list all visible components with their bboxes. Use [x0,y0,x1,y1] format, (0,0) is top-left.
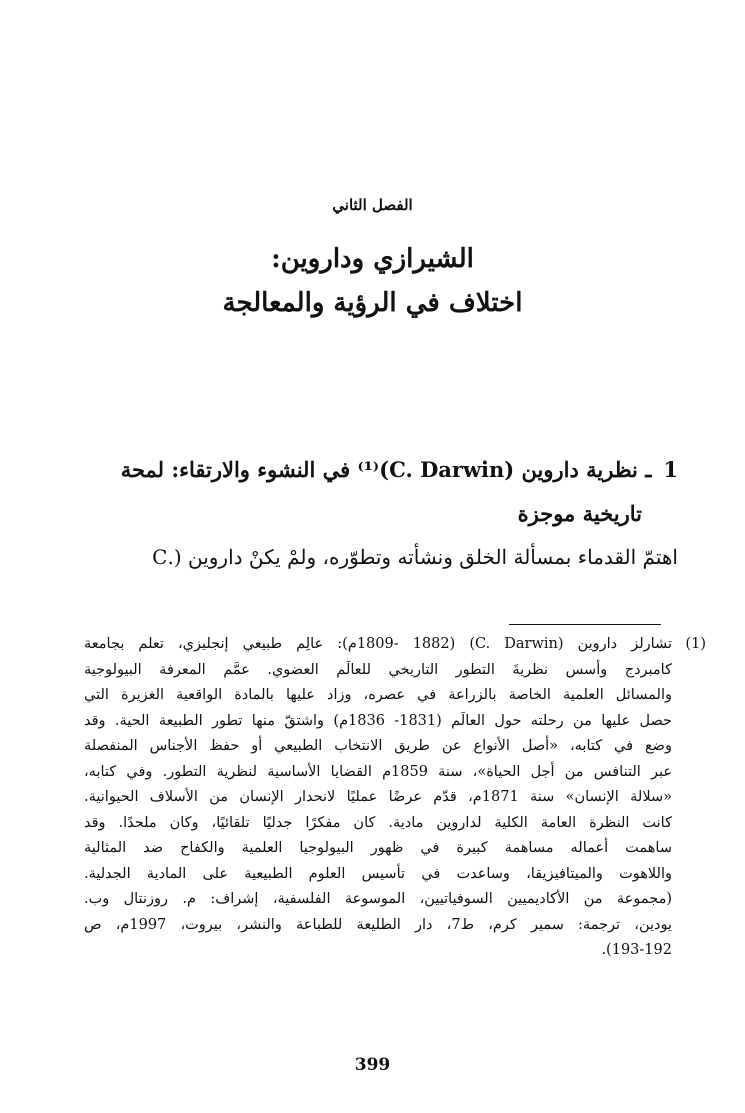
footnote-marker: (1) [685,636,706,652]
footnote-line: كانت النظرة العامة الكلية لداروين مادية. كان مفكرًا جدليًا تلقائيًا، وكان ملحدًا. وقد [84,814,672,831]
footnote-separator [509,624,661,625]
section-heading-line-2: تاريخية موجزة [517,501,642,526]
section-number: 1 [663,457,678,482]
chapter-title-line-2: اختلاف في الرؤية والمعالجة [222,288,523,318]
footnote-line: كامبردج وأسس نظريةَ التطور التاريخي للعالَم العضوي. عمَّم المعرفة البيولوجية [84,661,672,678]
footnote-line: تشارلز داروين (C. Darwin) (1809- 1882م): عالِم طبيعي إنجليزي، تعلم بجامعة [84,636,673,652]
footnote-line: عبر التنافس من أجل الحياة»، سنة 1859م القضايا الأساسية لنظرية التطور. وفي كتابه، [84,763,672,780]
footnote-line: واللاهوت والميتافيزيقا، وساعدت في تأسيس العلوم الطبيعية على المادية الجدلية. [84,865,672,882]
footnote-line: وضع في كتابه، «أصل الأنواع عن طريق الانتخاب الطبيعي أو حفظ الأجناس المنفصلة [84,738,672,754]
section-heading-line-1 [78,448,678,492]
section-heading [78,448,678,536]
footnote-text [84,632,672,964]
page-number: 399 [354,1055,391,1075]
chapter-title-line-1: الشيرازي وداروين: [271,244,474,274]
chapter-label: الفصل الثاني [332,196,413,214]
footnote-line: 193-192). [601,942,672,958]
body-line: اهتمّ القدماء بمسألة الخلق ونشأته وتطوّره، ولمْ يكنْ داروين (.C [152,545,678,569]
section-heading-text: ـ نظرية داروين (C. Darwin)⁽¹⁾ في النشوء والارتقاء: لمحة [120,457,652,482]
footnote-line: يودين، ترجمة: سمير كرم، ط7، دار الطليعة للطباعة والنشر، بيروت، 1997م، ص [84,916,673,933]
body-paragraph [78,540,678,574]
footnote-line: ساهمت أعماله مساهمة كبيرة في ظهور البيولوجيا العلمية والكفاح ضد المثالية [84,840,672,856]
footnote [84,632,706,964]
footnote-line: والمسائل العلمية الخاصة بالزراعة في عصره، وزاد عليها بالمادة الواقعية الغزيرة التي [84,687,672,703]
footnote-line: (مجموعة من الأكاديميين السوفياتيين، الموسوعة الفلسفية، إشراف: م. روزنتال وب. [84,891,672,907]
footnote-line: «سلالة الإنسان» سنة 1871م، قدّم عرضًا عمليًا لانحدار الإنسان من الأسلاف الحيوانية. [84,789,672,805]
footnote-line: حصل عليها من رحلته حول العالَم (1831- 1836م) واشتقّ منها تطور الطبيعة الحية. وقد [84,712,672,729]
